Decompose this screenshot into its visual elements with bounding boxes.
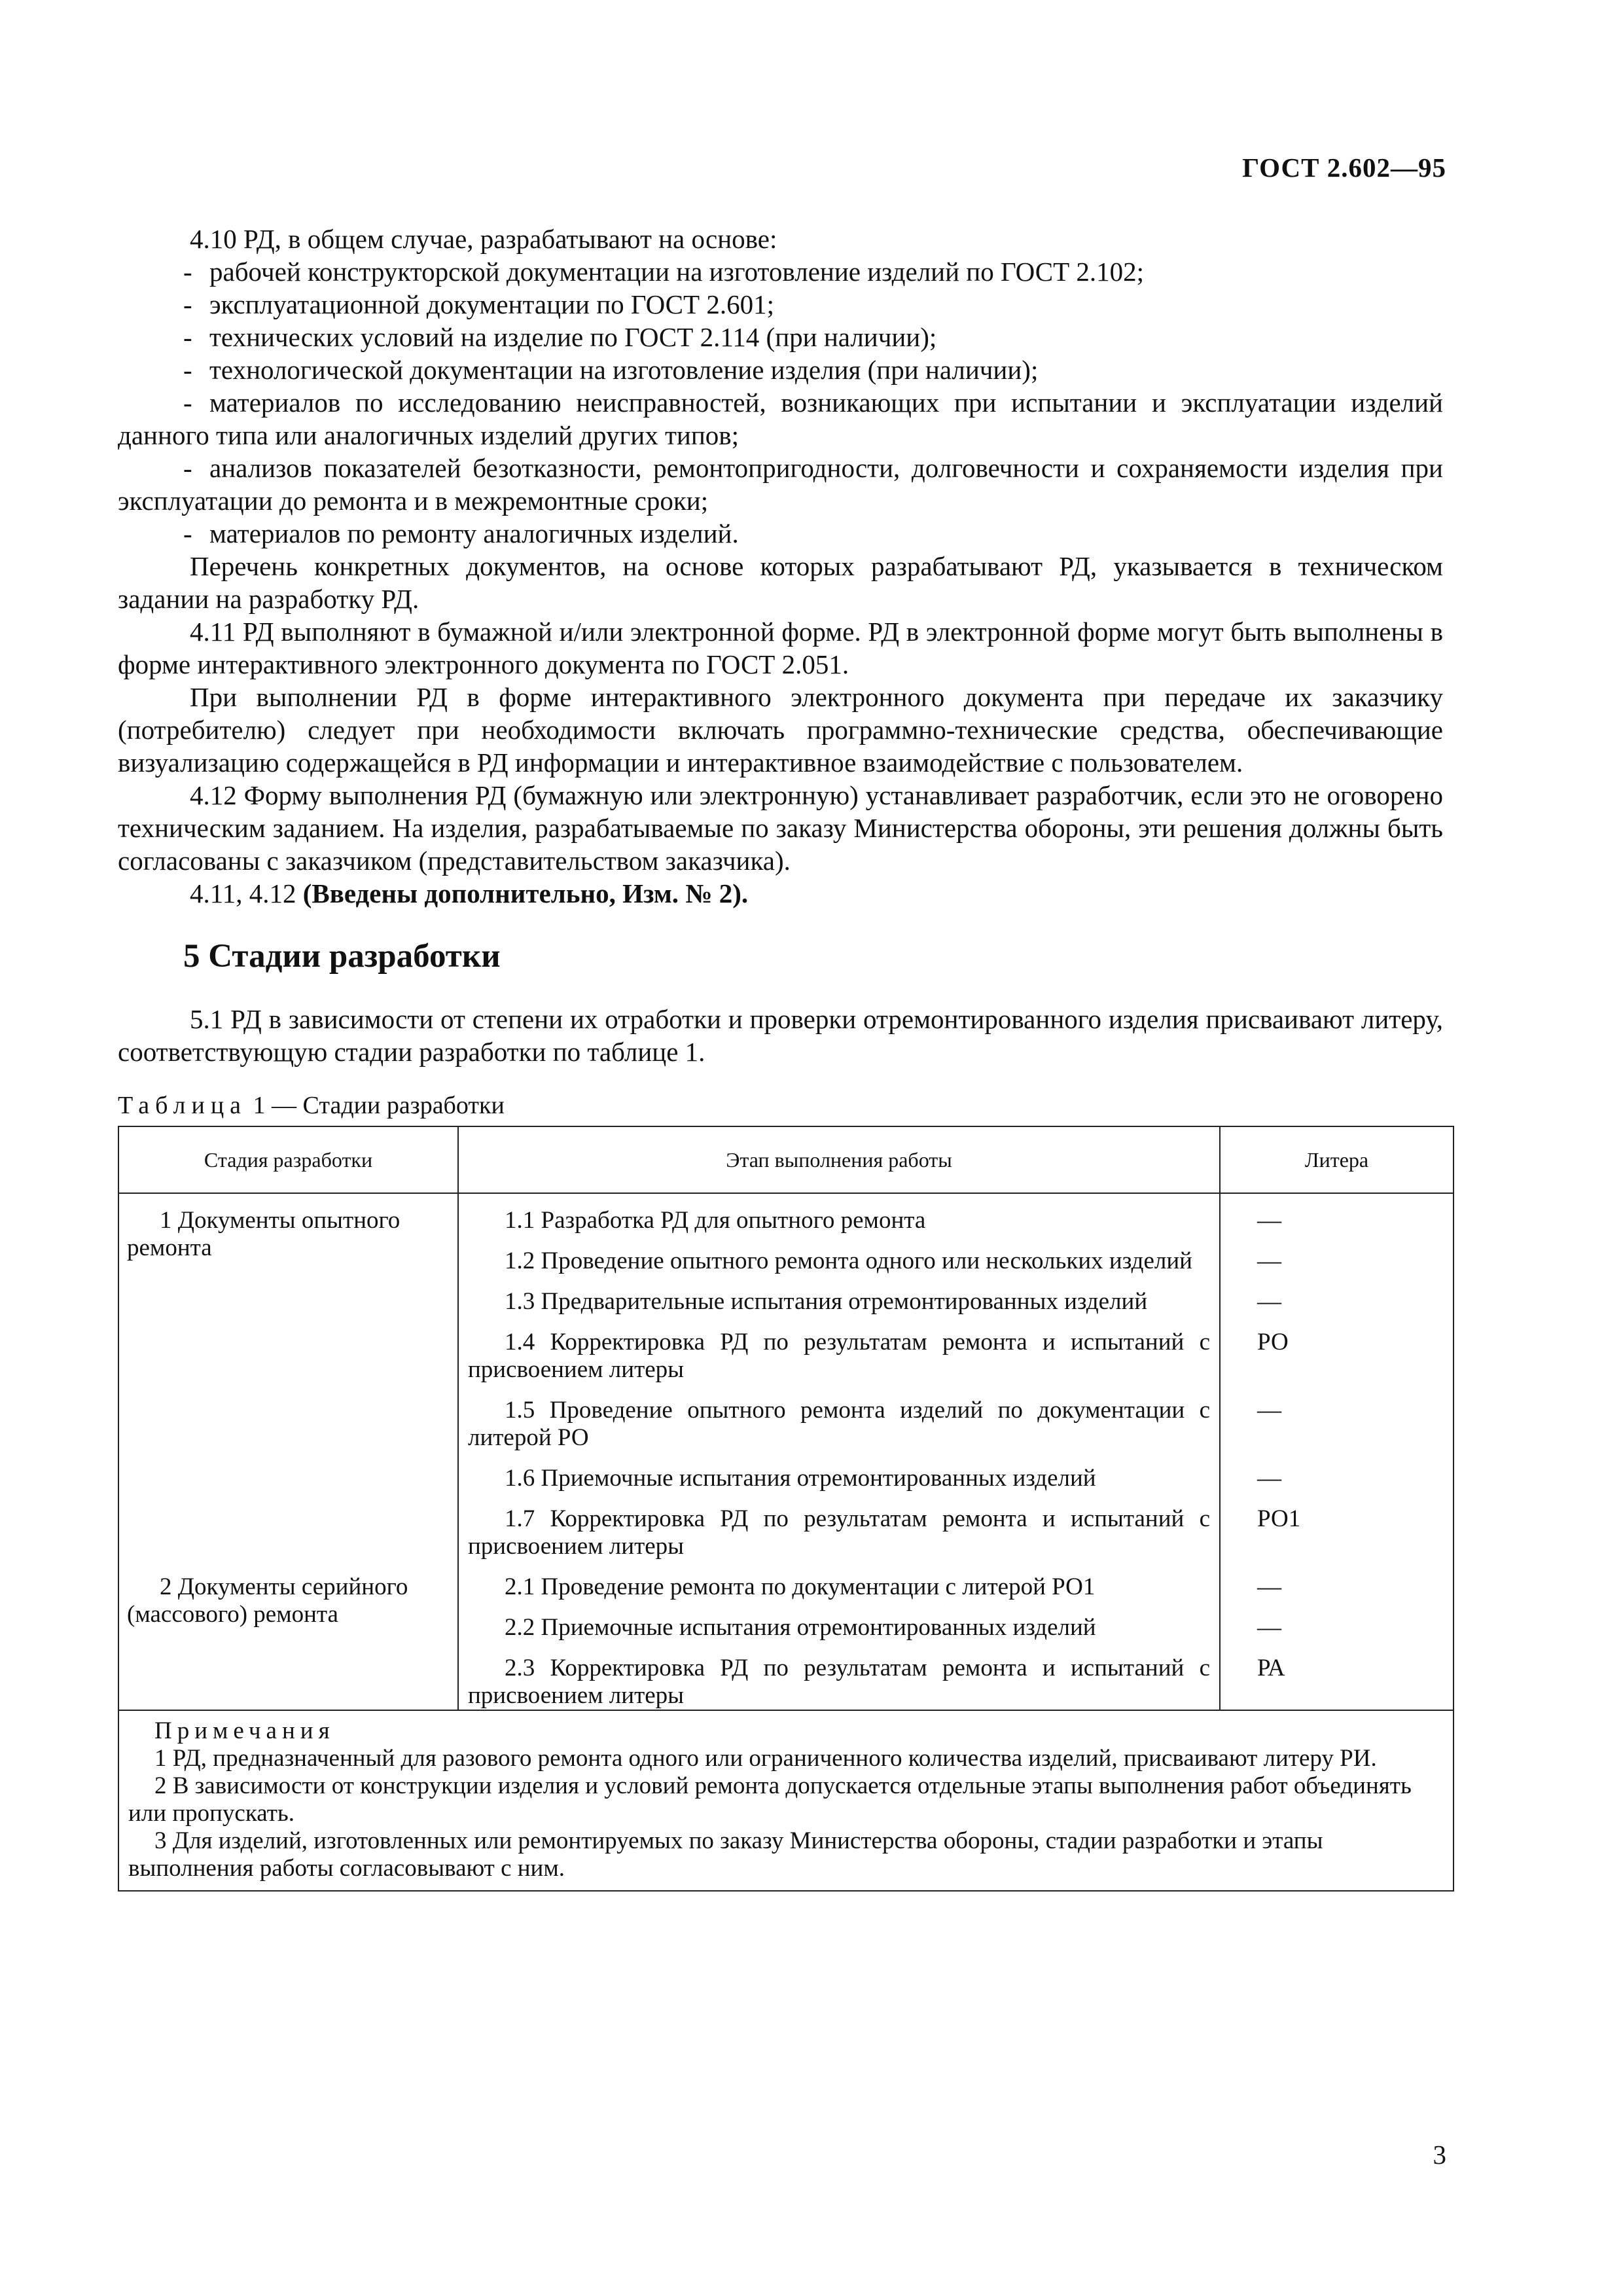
- clause-4-10-item: - анализов показателей безотказности, ремонтопригодности, долговечности и сохраняемости изделия при эксплуатации до ремонта и в межремонтные сроки;: [118, 453, 1443, 516]
- step-cell: [458, 1641, 1220, 1710]
- clause-4-10-item: - эксплуатационной документации по ГОСТ 2.601;: [183, 289, 774, 319]
- column-header-stage: Стадия разработки: [118, 1126, 458, 1193]
- letter-value: РО1: [1257, 1505, 1301, 1532]
- clause-4-10-intro: 4.10 РД, в общем случае, разрабатывают на основе:: [190, 224, 777, 254]
- step-text: 2.2 Приемочные испытания отремонтированных изделий: [505, 1614, 1096, 1641]
- step-text: 2.3 Корректировка РД по результатам ремонта и испытаний с присвоением литеры: [468, 1655, 1210, 1709]
- stage-name: 1 Документы опытного ремонта: [127, 1207, 401, 1261]
- note-item: 1 РД, предназначенный для разового ремонта одного или ограниченного количества изделий, присваивают литеру РИ.: [154, 1745, 1377, 1772]
- clause-4-11-interactive: При выполнении РД в форме интерактивного электронного документа при передаче их заказчику (потребителю) следует при необходимости включать программно-технические средства, обеспечивающие визуализацию содержащейся в РД информации и интерактивное взаимодействие с пользователем.: [118, 682, 1443, 778]
- clause-5-1: 5.1 РД в зависимости от степени их отработки и проверки отремонтированного изделия присваивают литеру, соответствующую стадии разработки по таблице 1.: [118, 1004, 1443, 1067]
- step-cell: [458, 1316, 1220, 1384]
- column-header-step: Этап выполнения работы: [458, 1126, 1220, 1193]
- letter-cell: [1220, 1560, 1454, 1601]
- amendment-note: [118, 877, 1443, 910]
- section-5-title: 5 Стадии разработки: [183, 938, 501, 975]
- step-text: 1.4 Корректировка РД по результатам ремонта и испытаний с присвоением литеры: [468, 1329, 1210, 1383]
- letter-value: —: [1257, 1397, 1281, 1424]
- step-cell: [458, 1234, 1220, 1275]
- step-cell: [458, 1601, 1220, 1641]
- note-item: 3 Для изделий, изготовленных или ремонтируемых по заказу Министерства обороны, стадии разработки и этапы выполнения работы согласовывают с ним.: [128, 1827, 1323, 1882]
- clause-4-10-item: - рабочей конструкторской документации на изготовление изделий по ГОСТ 2.102;: [183, 257, 1145, 287]
- letter-cell: [1220, 1316, 1454, 1384]
- letter-cell: [1220, 1601, 1454, 1641]
- letter-value: РО: [1257, 1329, 1289, 1355]
- letter-cell: [1220, 1275, 1454, 1316]
- letter-value: —: [1257, 1573, 1281, 1600]
- step-text: 1.3 Предварительные испытания отремонтированных изделий: [505, 1288, 1148, 1315]
- note-item: 2 В зависимости от конструкции изделия и условий ремонта допускается отдельные этапы выполнения работ объединять или пропускать.: [128, 1772, 1412, 1827]
- letter-cell: [1220, 1492, 1454, 1560]
- letter-value: РА: [1257, 1655, 1285, 1681]
- step-text: 1.5 Проведение опытного ремонта изделий по документации с литерой РО: [468, 1397, 1210, 1451]
- step-text: 1.6 Приемочные испытания отремонтированных изделий: [505, 1465, 1096, 1492]
- clause-4-10-item: - технологической документации на изготовление изделия (при наличии);: [183, 355, 1039, 385]
- letter-value: —: [1257, 1247, 1281, 1274]
- table-caption-title: 1 — Стадии разработки: [247, 1092, 505, 1119]
- development-stages-table: [118, 1126, 1454, 1892]
- step-text: 1.2 Проведение опытного ремонта одного или нескольких изделий: [505, 1247, 1192, 1274]
- clause-4-10-item: - технических условий на изделие по ГОСТ 2.114 (при наличии);: [183, 322, 937, 352]
- letter-value: —: [1257, 1288, 1281, 1315]
- letter-cell: [1220, 1641, 1454, 1710]
- step-cell: [458, 1193, 1220, 1234]
- clause-4-11: 4.11 РД выполняют в бумажной и/или электронной форме. РД в электронной форме могут быть выполнены в форме интерактивного электронного документа по ГОСТ 2.051.: [118, 617, 1443, 679]
- clause-4-10-item: - материалов по исследованию неисправностей, возникающих при испытании и эксплуатации изделий данного типа или аналогичных изделий других типов;: [118, 387, 1443, 450]
- table-notes-row: [118, 1710, 1454, 1891]
- step-text: 1.1 Разработка РД для опытного ремонта: [505, 1207, 926, 1234]
- step-cell: [458, 1492, 1220, 1560]
- table-row: [118, 1193, 1454, 1234]
- step-cell: [458, 1275, 1220, 1316]
- page-body: [118, 223, 1443, 1892]
- column-header-letter: Литера: [1220, 1126, 1454, 1193]
- letter-cell: [1220, 1234, 1454, 1275]
- page-number: 3: [1433, 2140, 1446, 2170]
- step-cell: [458, 1560, 1220, 1601]
- letter-value: —: [1257, 1614, 1281, 1641]
- table-header-row: [118, 1126, 1454, 1193]
- clause-4-12: 4.12 Форму выполнения РД (бумажную или электронную) устанавливает разработчик, если это не оговорено техническим заданием. На изделия, разрабатываемые по заказу Министерства обороны, эти решения должны быть согласованы с заказчиком (представительством заказчика).: [118, 780, 1443, 876]
- letter-value: —: [1257, 1207, 1281, 1234]
- notes-title: Примечания: [154, 1717, 335, 1744]
- step-cell: [458, 1384, 1220, 1452]
- letter-cell: [1220, 1384, 1454, 1452]
- amendment-reference: 4.11, 4.12: [190, 878, 296, 908]
- letter-value: —: [1257, 1465, 1281, 1492]
- table-row: [118, 1560, 1454, 1601]
- amendment-text: (Введены дополнительно, Изм. № 2).: [302, 878, 749, 908]
- document-code-header: ГОСТ 2.602—95: [1242, 152, 1446, 183]
- clause-4-10-item: - материалов по ремонту аналогичных изделий.: [183, 518, 739, 548]
- clause-4-10-documents-list: Перечень конкретных документов, на основе которых разрабатывают РД, указывается в техническом задании на разработку РД.: [118, 551, 1443, 614]
- step-text: 1.7 Корректировка РД по результатам ремонта и испытаний с присвоением литеры: [468, 1505, 1210, 1560]
- letter-cell: [1220, 1193, 1454, 1234]
- stage-name: 2 Документы серийного (массового) ремонта: [127, 1573, 408, 1628]
- stage-name-cell: [118, 1193, 458, 1560]
- table-caption: [118, 1090, 1443, 1121]
- table-notes: [118, 1710, 1454, 1891]
- stage-name-cell: [118, 1560, 458, 1710]
- step-text: 2.1 Проведение ремонта по документации с литерой РО1: [505, 1573, 1096, 1600]
- table-caption-label: Таблица: [118, 1092, 247, 1119]
- step-cell: [458, 1452, 1220, 1492]
- letter-cell: [1220, 1452, 1454, 1492]
